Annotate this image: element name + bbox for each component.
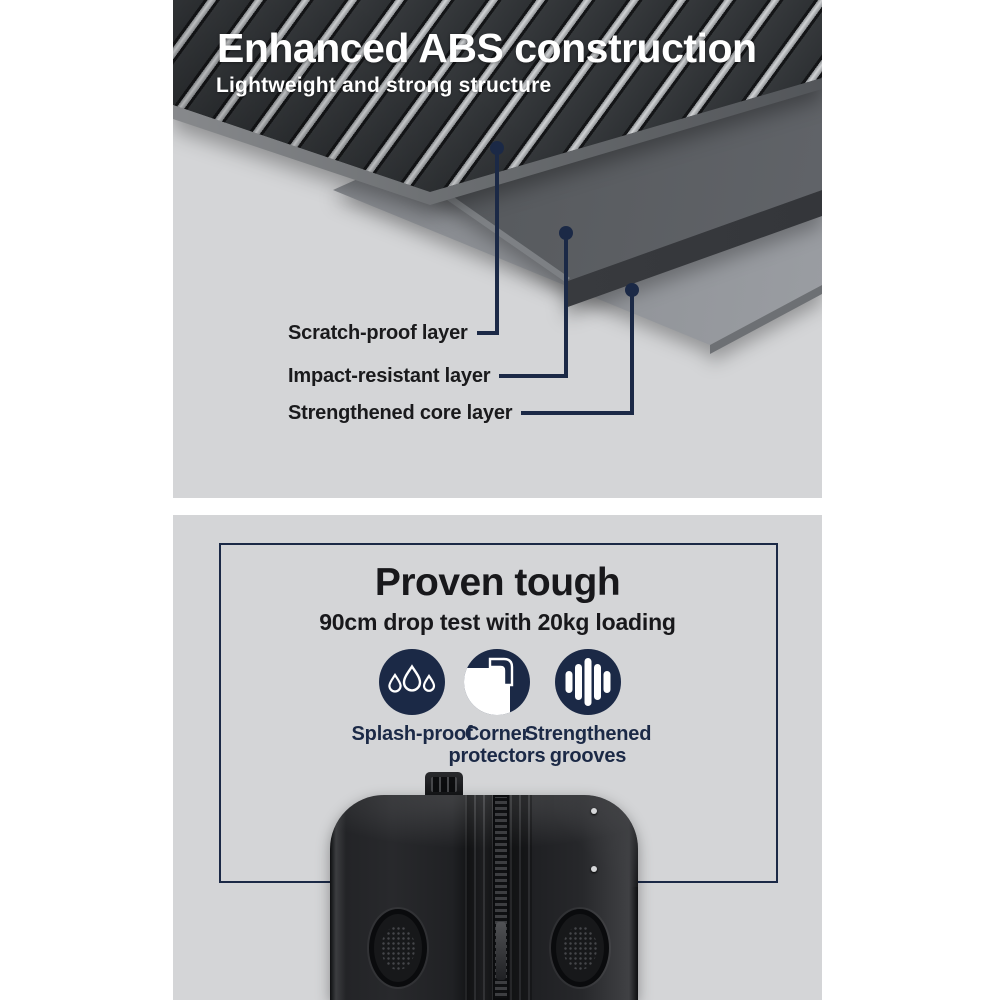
- glide-stud: [369, 909, 427, 987]
- suitcase-top-photo: [330, 772, 638, 1000]
- rivet: [591, 866, 597, 872]
- layer-callout-impact-resistant: [288, 363, 568, 389]
- layer-label: Strengthened core layer: [288, 401, 513, 424]
- layer-label: Scratch-proof layer: [288, 321, 468, 344]
- layer-callout-scratch-proof: [288, 320, 499, 346]
- section-subtitle: 90cm drop test with 20kg loading: [319, 609, 676, 635]
- abs-construction-section: [173, 0, 822, 498]
- feature-label: Corner protectors: [448, 723, 546, 767]
- callout-leader-line: [564, 233, 568, 378]
- callout-leader-line: [477, 331, 499, 335]
- layer-callout-strengthened-core: [288, 400, 634, 426]
- callout-leader-line: [495, 148, 499, 335]
- feature-strengthened-grooves: [513, 649, 663, 767]
- rivet: [591, 808, 597, 814]
- proven-tough-section: [173, 515, 822, 1000]
- feature-label: Strengthened grooves: [524, 723, 652, 767]
- section-subtitle: Lightweight and strong structure: [216, 74, 552, 97]
- glide-stud: [551, 909, 609, 987]
- feature-label: Splash-proof: [351, 723, 473, 745]
- layer-label: Impact-resistant layer: [288, 364, 491, 387]
- section-title: Proven tough: [374, 561, 621, 604]
- section-title: Enhanced ABS construction: [217, 25, 757, 71]
- grooves-icon: [555, 649, 621, 715]
- callout-leader-line: [499, 374, 568, 378]
- callout-leader-line: [521, 411, 634, 415]
- zipper-pull: [496, 922, 506, 980]
- callout-leader-line: [630, 290, 634, 415]
